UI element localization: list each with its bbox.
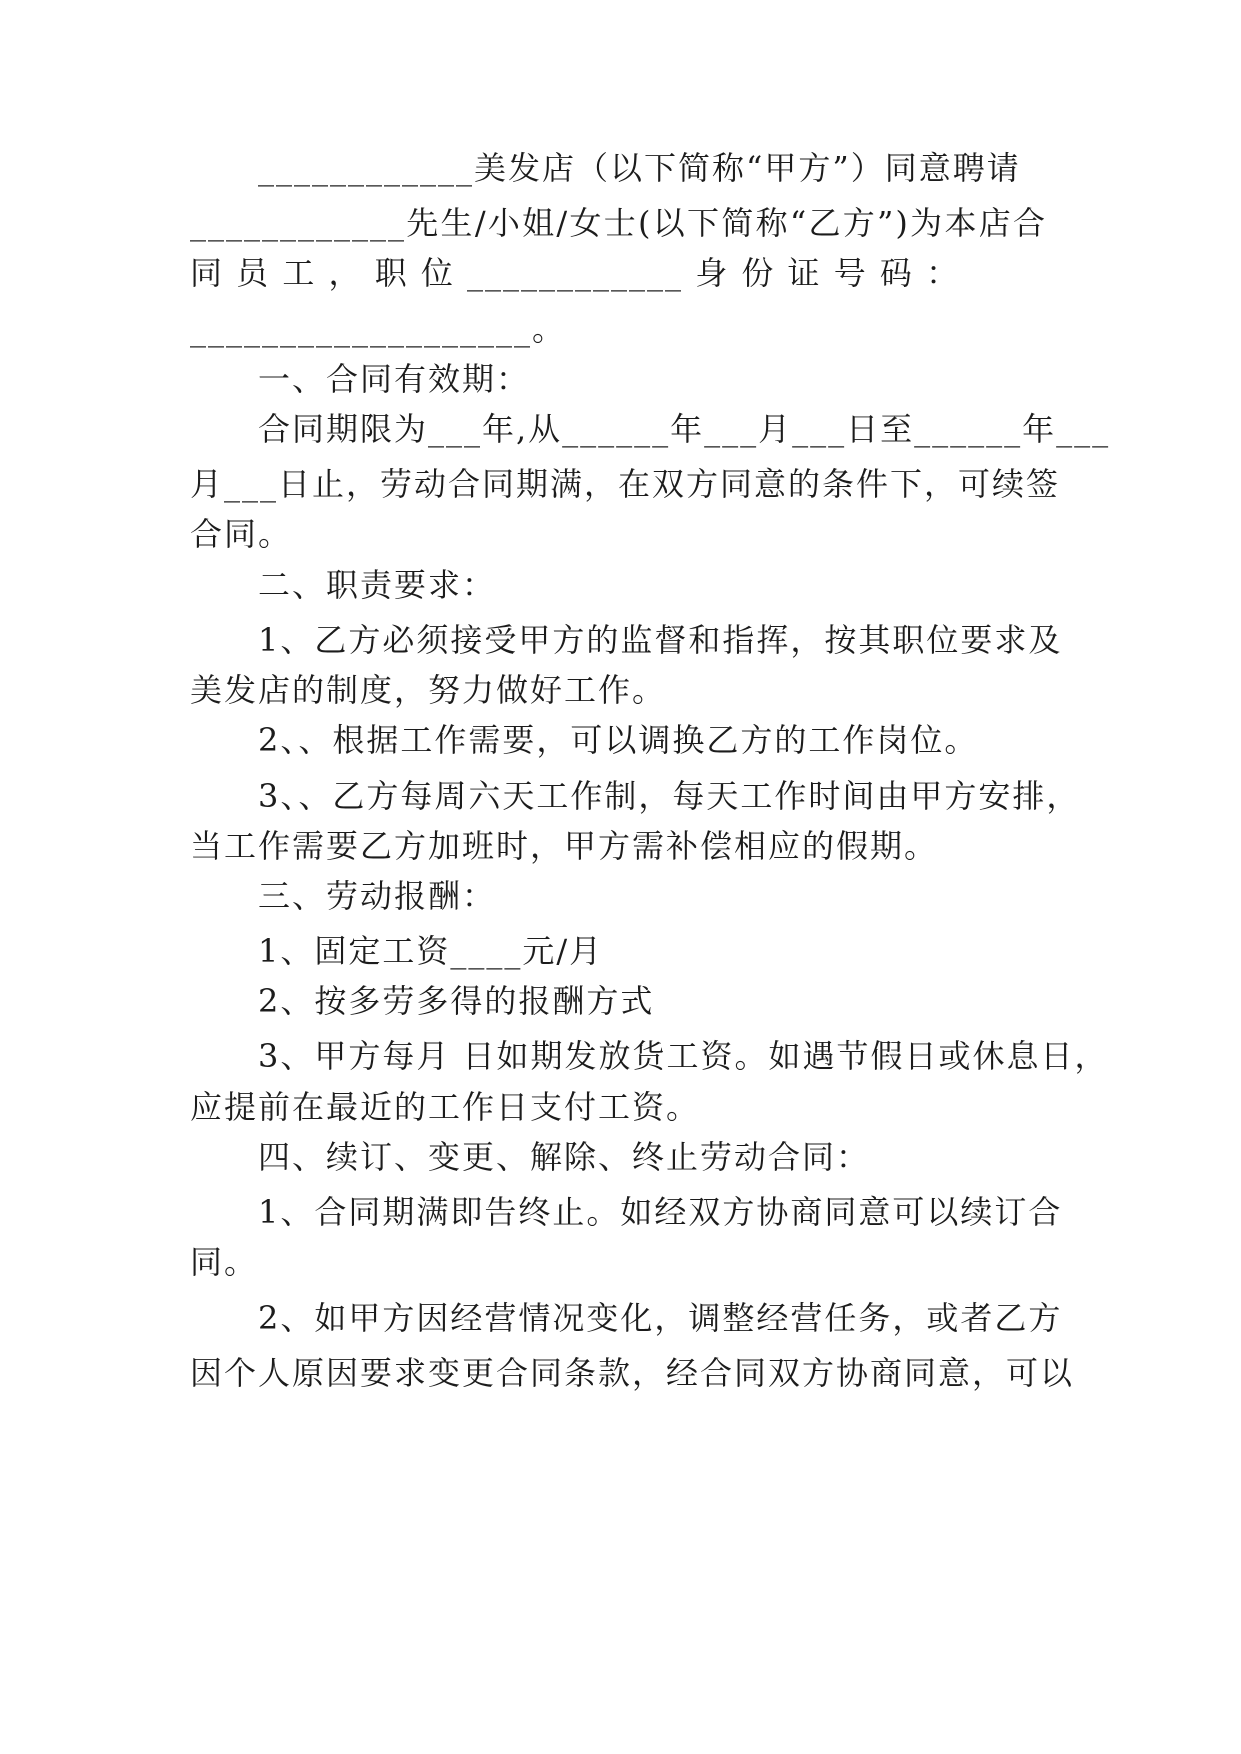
section-2-item-1-line-2: 美发店的制度，努力做好工作。 [190, 671, 667, 709]
section-4-item-2-line-1: 2、如甲方因经营情况变化，调整经营任务，或者乙方 [258, 1299, 1063, 1337]
section-3-item-3-line-1: 3、甲方每月 日如期发放货工资。如遇节假日或休息日， [258, 1037, 1109, 1075]
intro-line-4: ___________________。 [190, 310, 567, 348]
section-4-heading: 四、续订、变更、解除、终止劳动合同： [258, 1138, 871, 1176]
section-3-item-3-line-2: 应提前在最近的工作日支付工资。 [190, 1088, 701, 1126]
section-2-item-3-line-2: 当工作需要乙方加班时，甲方需补偿相应的假期。 [190, 827, 939, 865]
section-1-heading: 一、合同有效期： [258, 360, 531, 398]
section-1-para-line-3: 合同。 [190, 515, 293, 553]
section-2-heading: 二、职责要求： [258, 566, 497, 604]
section-1-para-line-2: 月___日止，劳动合同期满，在双方同意的条件下，可续签 [190, 465, 1061, 503]
intro-line-3: 同 员 工 ， 职 位 ____________ 身 份 证 号 码 ： [190, 254, 961, 292]
section-3-item-1: 1、固定工资____元/月 [258, 932, 604, 970]
section-3-item-2: 2、按多劳多得的报酬方式 [258, 982, 655, 1020]
section-1-para-line-1: 合同期限为___年,从______年___月___日至______年___ [258, 410, 1111, 448]
section-2-item-1-line-1: 1、乙方必须接受甲方的监督和指挥，按其职位要求及 [258, 621, 1063, 659]
intro-line-2: ____________先生/小姐/女士(以下简称“乙方”)为本店合 [190, 204, 1047, 242]
section-2-item-2: 2、、根据工作需要，可以调换乙方的工作岗位。 [258, 721, 979, 759]
section-4-item-1-line-1: 1、合同期满即告终止。如经双方协商同意可以续订合 [258, 1193, 1063, 1231]
section-3-heading: 三、劳动报酬： [258, 877, 497, 915]
section-4-item-2-line-2: 因个人原因要求变更合同条款，经合同双方协商同意，可以 [190, 1354, 1075, 1392]
section-2-item-3-line-1: 3、、乙方每周六天工作制，每天工作时间由甲方安排， [258, 777, 1081, 815]
intro-line-1: ____________美发店（以下简称“甲方”）同意聘请 [258, 149, 1021, 187]
section-4-item-1-line-2: 同。 [190, 1243, 259, 1281]
